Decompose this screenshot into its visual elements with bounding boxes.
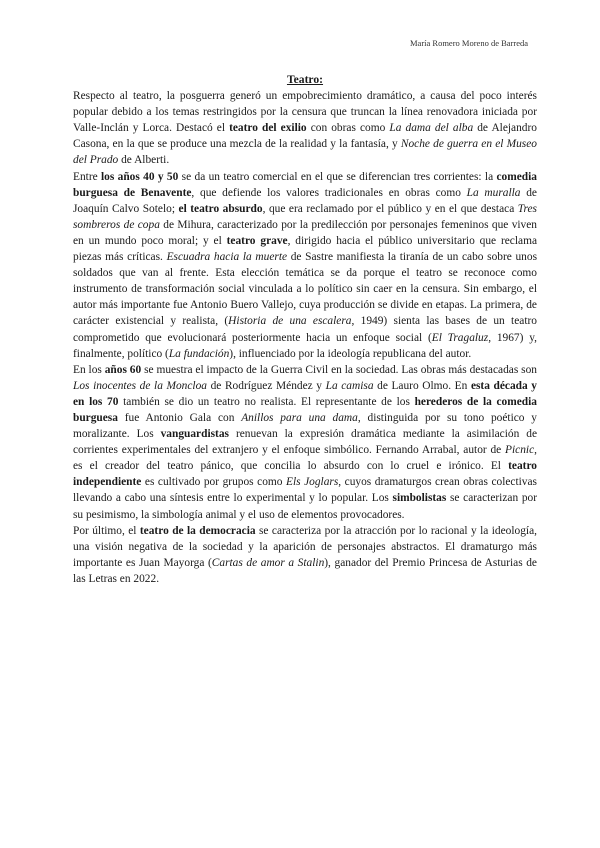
bold-text: vanguardistas (160, 428, 229, 441)
text-run: , 1967) y, finalmente, político ( (73, 331, 537, 360)
text-run: , es el creador del teatro pánico, que concilia lo absurdo con lo cruel e irónico. El (73, 444, 537, 473)
text-run: de Sastre manifiesta la tiranía de un cabo sobre unos soldados que van al frente. Esta elección temática se da porque el teatro se reconoce como instrumento de transformación social vinculada a lo político sin caer en la censura. Sin embargo, el autor más importante fue Antonio Buero Vallejo, cuya producción se divide en etapas. La primera, de carácter existencial y realista, ( (73, 251, 537, 328)
text-run: , que defiende los valores tradicionales en obras como (191, 186, 467, 199)
text-run: también se dio un teatro no realista. El representante de los (118, 395, 415, 408)
text-run: ), ganador del Premio Princesa de Asturias de las Letras en 2022. (73, 556, 537, 585)
paragraph (73, 169, 537, 362)
bold-text: esta década y en los 70 (73, 379, 537, 408)
italic-text: Los inocentes de la Moncloa (73, 379, 207, 392)
italic-text: El Tragaluz (431, 331, 489, 344)
bold-text: teatro de la democracia (139, 524, 256, 537)
text-run: se caracterizan por su pesimismo, la simbología animal y el uso de elementos provocadores. (73, 492, 538, 521)
text-run: de Alejandro Casona, en la que se produce una mezcla de la realidad y la fantasía, y (73, 122, 537, 151)
text-run: de Mihura, caracterizado por la predilección por personajes femeninos que viven en un mundo poco moral; y el (73, 218, 538, 247)
text-run: de Joaquín Calvo Sotelo; (73, 186, 537, 215)
text-run: , distinguida por su tono poético y moralizante. Los (73, 411, 537, 441)
italic-text: Els Joglars (285, 476, 339, 489)
text-run: de Lauro Olmo. En (373, 379, 471, 392)
italic-text: La muralla (466, 186, 521, 199)
text-run: se muestra el impacto de la Guerra Civil en la sociedad. Las obras más destacadas son (141, 363, 537, 376)
paragraph-list (73, 88, 537, 587)
bold-text: años 60 (104, 363, 142, 376)
bold-text: teatro del exilio (229, 122, 307, 135)
text-run: renuevan la expresión dramática mediante la asimilación de corrientes experimentales del extranjero y el enfoque simbólico. Fernando Arrabal, autor de (73, 428, 538, 457)
bold-text: los años 40 y 50 (101, 170, 179, 183)
italic-text: Tres sombreros de copa (73, 202, 537, 231)
bold-text: el teatro absurdo (178, 202, 263, 215)
italic-text: Cartas de amor a Stalin (211, 556, 325, 569)
paragraph (73, 362, 537, 523)
text-run: con obras como (306, 122, 390, 135)
page-header-author: María Romero Moreno de Barreda (409, 38, 528, 48)
text-run: En los (73, 363, 105, 376)
italic-text: Historia de una escalera (228, 315, 352, 328)
italic-text: La fundación (168, 347, 230, 360)
text-run: , 1949) sienta las bases de un teatro comprometido que evolucionará posteriormente hacia un enfoque social ( (73, 315, 537, 344)
bold-text: simbolistas (392, 492, 447, 505)
text-run: es cultivado por grupos como (141, 476, 286, 489)
text-run: Entre (73, 170, 102, 183)
bold-text: teatro independiente (73, 460, 537, 489)
section-title: Teatro: (286, 73, 324, 86)
text-run: , dirigido hacia el público universitario que reclama piezas más críticas. (73, 234, 538, 264)
paragraph (73, 88, 537, 168)
text-run: fue Antonio Gala con (117, 411, 242, 424)
text-run: de Alberti. (118, 154, 170, 167)
italic-text: La camisa (325, 379, 374, 392)
text-run: , cuyos dramaturgos crean obras colectivas llevando a cabo una síntesis entre lo experimental y lo popular. Los (73, 476, 537, 505)
text-run: ), influenciado por la ideología republicana del autor. (229, 347, 472, 360)
italic-text: Picnic (505, 444, 535, 457)
paragraph (73, 523, 537, 587)
text-run: de Rodríguez Méndez y (207, 379, 326, 392)
italic-text: La dama del alba (389, 122, 474, 135)
italic-text: Escuadra hacia la muerte (166, 251, 288, 264)
document-body (73, 72, 537, 587)
text-run: Respecto al teatro, la posguerra generó un empobrecimiento dramático, a causa del poco interés popular debido a los temas restringidos por la censura que truncan la línea renovadora iniciada por Valle-Inclán y Lorca. Destacó el (73, 90, 537, 135)
bold-text: comedia burguesa de Benavente (73, 170, 537, 199)
bold-text: herederos de la comedia burguesa (73, 395, 537, 424)
bold-text: teatro grave (226, 234, 288, 247)
italic-text: Anillos para una dama (241, 411, 358, 424)
text-run: se da un teatro comercial en el que se diferencian tres corrientes: la (178, 170, 497, 183)
text-run: se caracteriza por la atracción por lo racional y la ideología, una visión negativa de la sociedad y la aparición de personajes abstractos. El dramaturgo más importante es Juan Mayorga ( (73, 524, 537, 569)
italic-text: Noche de guerra en el Museo del Prado (73, 138, 537, 167)
text-run: , que era reclamado por el público y en el que destaca (262, 202, 518, 215)
text-run: Por último, el (73, 524, 140, 537)
